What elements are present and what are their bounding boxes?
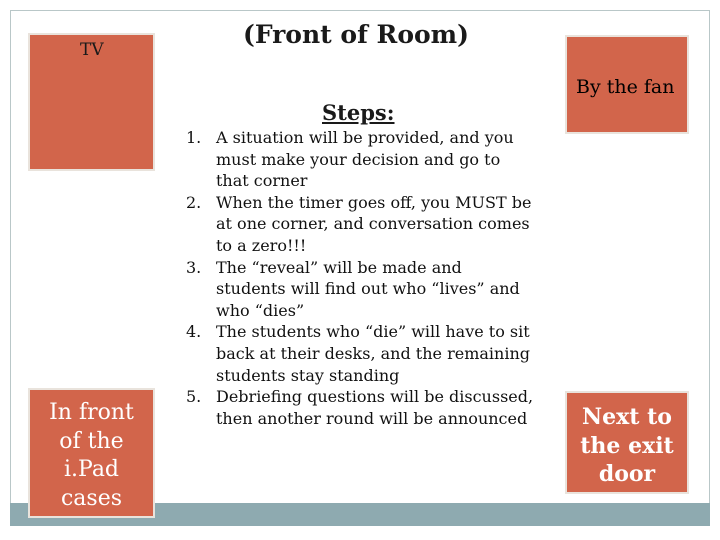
- ipad-label-line: i.Pad: [63, 457, 120, 482]
- steps-heading: Steps:: [322, 100, 395, 125]
- step-number: 4.: [186, 322, 202, 342]
- step-number: 5.: [186, 387, 202, 407]
- step-number: 3.: [186, 257, 202, 277]
- ipad-label: [28, 399, 155, 513]
- tv-label: TV: [80, 40, 104, 60]
- step-text: Debriefing questions will be discussed, then another round will be announced: [216, 387, 534, 428]
- ipad-label-line: of the: [59, 428, 124, 454]
- ipad-label-line: cases: [60, 485, 123, 511]
- fan-label: By the fan: [576, 76, 675, 98]
- exit-label-line: Next to: [582, 404, 672, 430]
- ipad-label-line: In front: [49, 400, 134, 425]
- list-item: [186, 127, 536, 192]
- list-item: [186, 192, 536, 257]
- step-text: The “reveal” will be made and students will find out who “lives” and who “dies”: [216, 257, 520, 320]
- list-item: [186, 386, 536, 429]
- step-text: A situation will be provided, and you must make your decision and go to that corner: [216, 128, 514, 191]
- list-item: [186, 257, 536, 322]
- step-number: 2.: [186, 192, 202, 212]
- step-text: The students who “die” will have to sit back at their desks, and the remaining students stay standing: [216, 322, 531, 385]
- list-item: [186, 321, 536, 386]
- page-title: (Front of Room): [243, 20, 469, 49]
- exit-label-line: the exit: [580, 432, 674, 459]
- step-text: When the timer goes off, you MUST be at one corner, and conversation comes to a zero!!!: [216, 192, 532, 255]
- exit-label: [565, 403, 689, 489]
- steps-list: [186, 127, 536, 429]
- exit-label-line: door: [598, 461, 656, 487]
- step-number: 1.: [186, 128, 202, 147]
